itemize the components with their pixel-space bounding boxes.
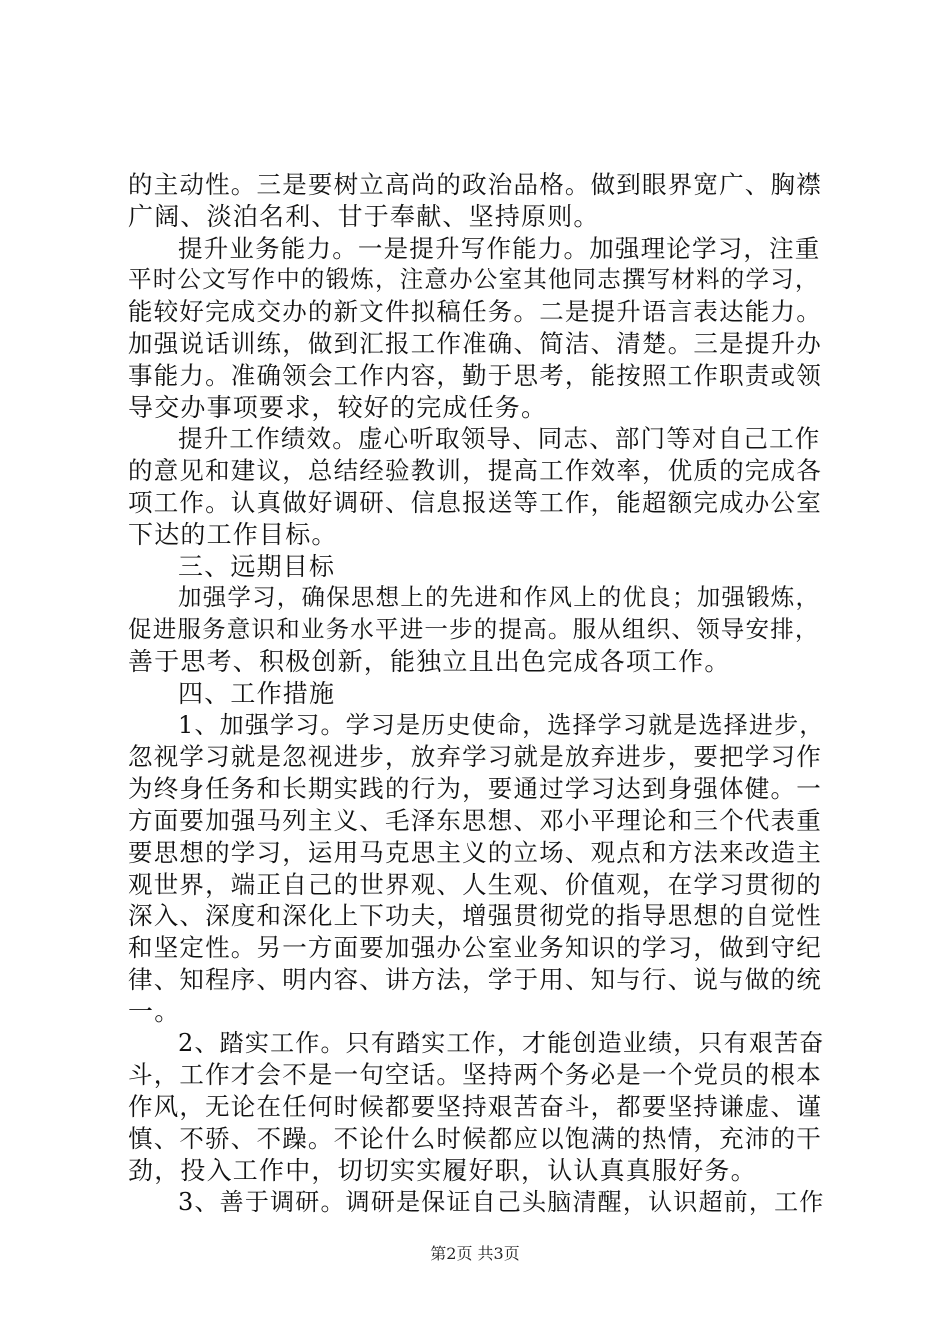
text-line: 和坚定性。另一方面要加强办公室业务知识的学习，做到守纪 [128,933,822,963]
document-body [128,169,832,1218]
text-line: 广阔、淡泊名利、甘于奉献、坚持原则。 [128,201,600,231]
text-line: 下达的工作目标。 [128,519,338,549]
text-line: 一。 [128,996,181,1026]
text-line: 平时公文写作中的锻炼，注意办公室其他同志撰写材料的学习， [128,265,820,294]
page-footer: 第2页 共3页 [430,1244,520,1263]
text-line: 加强学习，确保思想上的先进和作风上的优良；加强锻炼， [178,583,821,612]
text-line: 四、工作措施 [178,678,336,708]
text-line: 1、加强学习。学习是历史使命，选择学习就是选择进步， [178,710,825,739]
text-line: 忽视学习就是忽视进步，放弃学习就是放弃进步，要把学习作 [128,742,822,772]
text-line: 方面要加强马列主义、毛泽东思想、邓小平理论和三个代表重 [128,805,822,835]
text-line: 为终身任务和长期实践的行为，要通过学习达到身强体健。一 [128,774,822,804]
text-line: 促进服务意识和业务水平进一步的提高。服从组织、领导安排， [128,615,820,644]
text-line: 导交办事项要求，较好的完成任务。 [128,392,548,422]
text-line: 3、善于调研。调研是保证自己头脑清醒，认识超前，工作 [178,1187,825,1216]
text-line: 2、踏实工作。只有踏实工作，才能创造业绩，只有艰苦奋 [178,1028,825,1057]
text-line: 作风，无论在任何时候都要坚持艰苦奋斗，都要坚持谦虚、谨 [128,1092,822,1122]
text-line: 律、知程序、明内容、讲方法，学于用、知与行、说与做的统 [128,964,822,994]
text-line: 善于思考、积极创新，能独立且出色完成各项工作。 [128,646,731,676]
text-line: 慎、不骄、不躁。不论什么时候都应以饱满的热情，充沛的干 [128,1123,822,1153]
text-line: 事能力。准确领会工作内容，勤于思考，能按照工作职责或领 [128,360,822,390]
text-line: 的主动性。三是要树立高尚的政治品格。做到眼界宽广、胸襟 [128,170,822,199]
text-line: 观世界，端正自己的世界观、人生观、价值观，在学习贯彻的 [128,869,822,899]
text-line: 项工作。认真做好调研、信息报送等工作，能超额完成办公室 [128,487,822,517]
text-line: 三、远期目标 [178,551,336,581]
text-line: 斗，工作才会不是一句空话。坚持两个务必是一个党员的根本 [128,1060,822,1090]
text-line: 提升工作绩效。虚心听取领导、同志、部门等对自己工作 [178,424,821,454]
text-line: 深入、深度和深化上下功夫，增强贯彻党的指导思想的自觉性 [128,901,822,931]
text-line: 能较好完成交办的新文件拟稿任务。二是提升语言表达能力。 [128,297,822,327]
text-line: 要思想的学习，运用马克思主义的立场、观点和方法来改造主 [128,837,822,867]
text-line: 的意见和建议，总结经验教训，提高工作效率，优质的完成各 [128,456,822,486]
text-line: 提升业务能力。一是提升写作能力。加强理论学习，注重 [178,233,821,263]
text-line: 劲，投入工作中，切切实实履好职，认认真真服好务。 [128,1155,757,1185]
text-line: 加强说话训练，做到汇报工作准确、简洁、清楚。三是提升办 [128,328,822,358]
